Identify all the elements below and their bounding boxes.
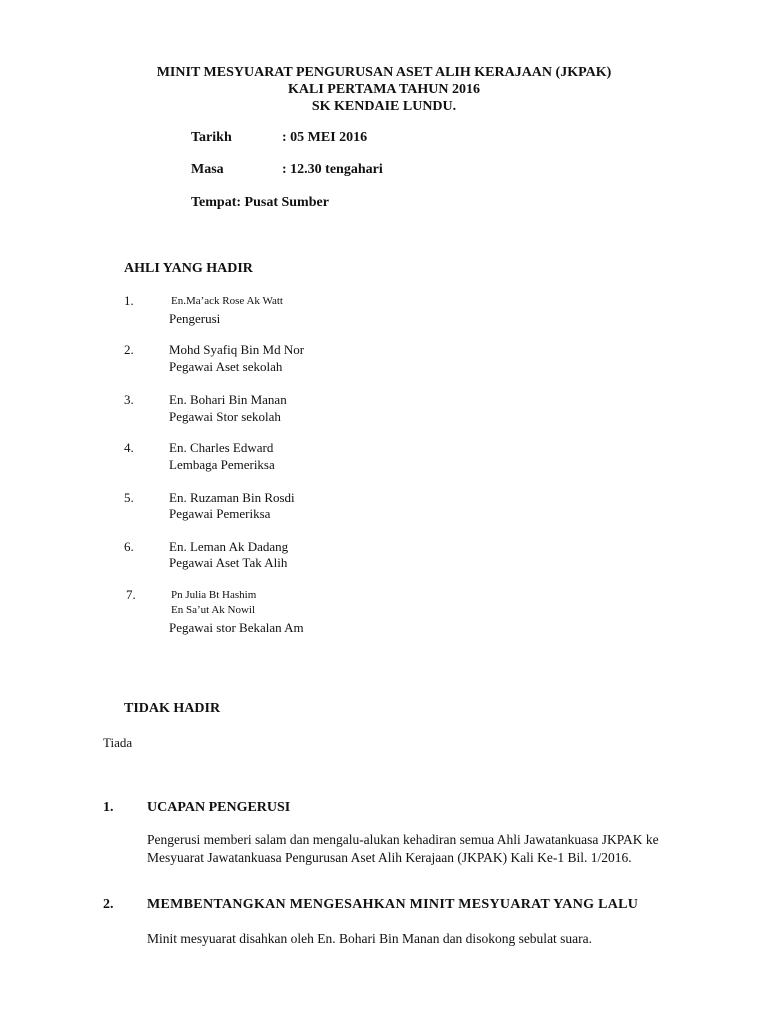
attendees-heading: AHLI YANG HADIR bbox=[124, 261, 253, 276]
attendee-role: Pegawai Pemeriksa bbox=[169, 506, 271, 521]
attendee-role: Pengerusi bbox=[169, 311, 221, 326]
absent-heading: TIDAK HADIR bbox=[124, 701, 221, 716]
attendee-number: 4. bbox=[124, 440, 134, 455]
attendee-name-secondary: En Sa’ut Ak Nowil bbox=[171, 604, 256, 616]
masa-label: Masa bbox=[191, 162, 224, 177]
attendee-number: 6. bbox=[124, 539, 134, 554]
section-heading: MEMBENTANGKAN MENGESAHKAN MINIT MESYUARAT YANG LALU bbox=[147, 897, 639, 912]
attendee-name: En. Ruzaman Bin Rosdi bbox=[169, 490, 295, 505]
attendee-number: 2. bbox=[124, 342, 134, 357]
attendee-role: Pegawai Aset Tak Alih bbox=[169, 555, 288, 570]
attendee-name: En.Ma’ack Rose Ak Watt bbox=[171, 295, 283, 307]
section-text: Minit mesyuarat disahkan oleh En. Bohari Bin Manan dan disokong sebulat suara. bbox=[147, 931, 593, 946]
attendee-role: Pegawai Stor sekolah bbox=[169, 409, 281, 424]
document-title-line-1: MINIT MESYUARAT PENGURUSAN ASET ALIH KERAJAAN (JKPAK) bbox=[156, 65, 612, 80]
attendee-name: Mohd Syafiq Bin Md Nor bbox=[169, 342, 305, 357]
section-text: Pengerusi memberi salam dan mengalu-alukan kehadiran semua Ahli Jawatankuasa JKPAK ke Mesyuarat Jawatankuasa Pengurusan Aset Alih Kerajaan (JKPAK) Kali Ke-1 Bil. 1/2016. bbox=[147, 832, 659, 865]
attendee-number: 7. bbox=[126, 587, 136, 602]
section-heading: UCAPAN PENGERUSI bbox=[147, 800, 291, 815]
attendee-role: Lembaga Pemeriksa bbox=[169, 457, 275, 472]
document-title-line-3: SK KENDAIE LUNDU. bbox=[311, 99, 457, 114]
attendee-number: 1. bbox=[124, 293, 134, 308]
section-number: 2. bbox=[103, 897, 114, 912]
attendee-name: En. Charles Edward bbox=[169, 440, 274, 455]
tempat: Tempat: Pusat Sumber bbox=[191, 195, 329, 210]
attendee-name: Pn Julia Bt Hashim bbox=[171, 589, 257, 601]
document-title-line-2: KALI PERTAMA TAHUN 2016 bbox=[287, 82, 481, 97]
attendee-name: En. Leman Ak Dadang bbox=[169, 539, 289, 554]
attendee-number: 5. bbox=[124, 490, 134, 505]
attendee-number: 3. bbox=[124, 392, 134, 407]
tarikh-label: Tarikh bbox=[191, 130, 232, 145]
absent-value: Tiada bbox=[103, 735, 133, 750]
attendee-name: En. Bohari Bin Manan bbox=[169, 392, 287, 407]
masa-value: : 12.30 tengahari bbox=[282, 162, 383, 177]
tarikh-value: : 05 MEI 2016 bbox=[282, 130, 368, 145]
attendee-role: Pegawai Aset sekolah bbox=[169, 359, 283, 374]
section-number: 1. bbox=[103, 800, 114, 815]
attendee-role: Pegawai stor Bekalan Am bbox=[169, 620, 304, 635]
